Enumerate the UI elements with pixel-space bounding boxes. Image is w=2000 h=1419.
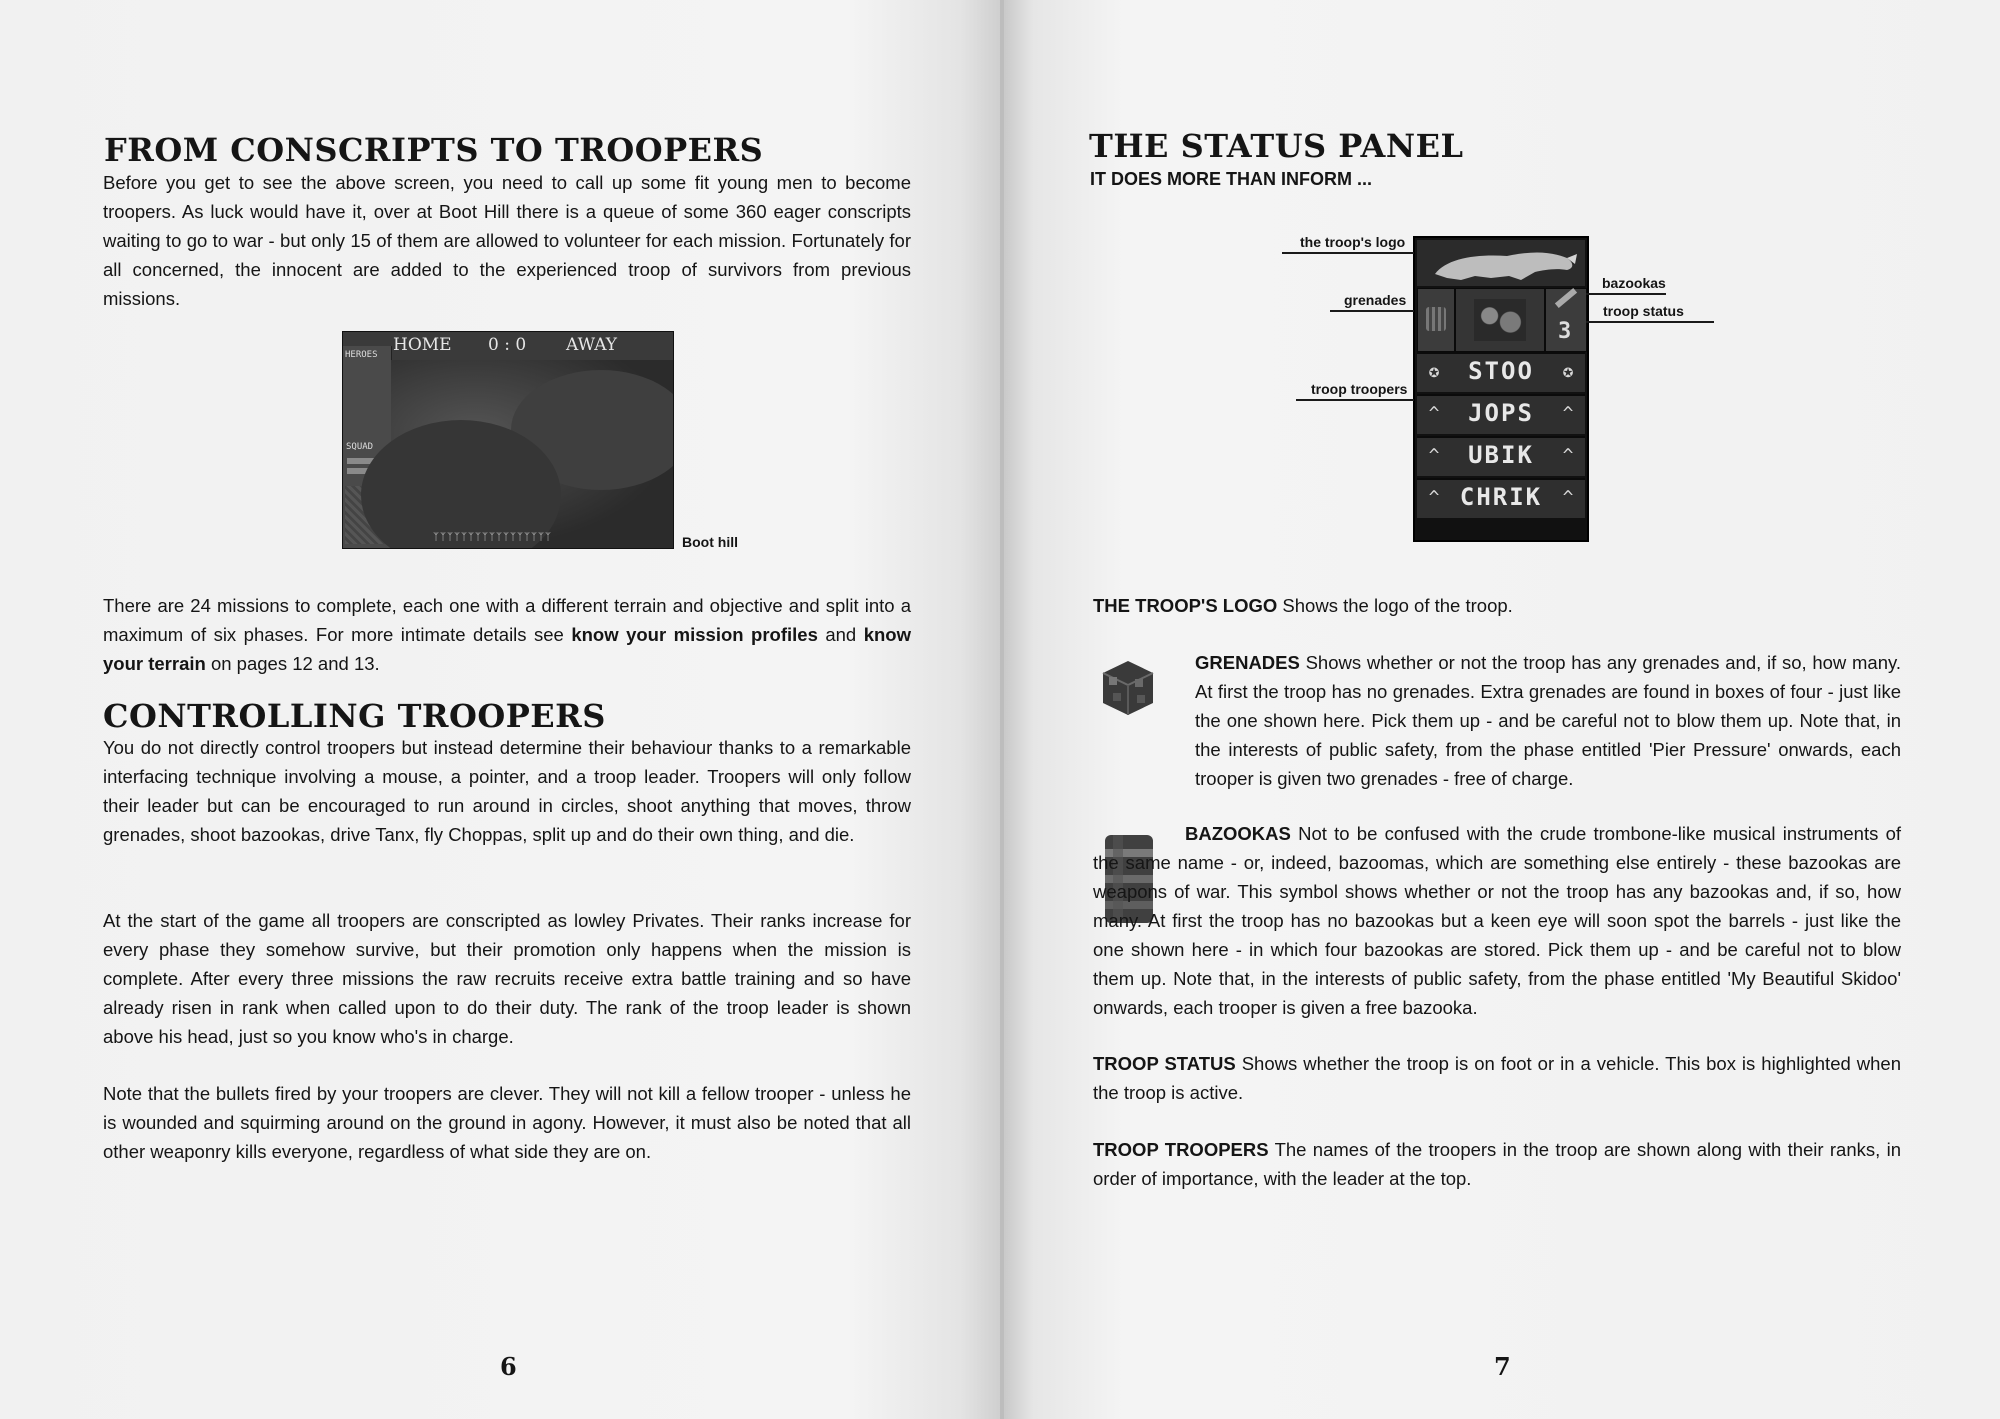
term-troop-troopers: TROOP TROOPERS: [1093, 1139, 1269, 1160]
term-grenades: GRENADES: [1195, 652, 1300, 673]
bazooka-count: 3: [1558, 319, 1572, 344]
callout-line: [1296, 399, 1414, 401]
missions-text: and: [817, 624, 864, 645]
paragraph-ranks: At the start of the game all troopers are conscripted as lowley Privates. Their ranks increase for every phase they somehow survive, but their promotion only happens when the mission is complete. After every three missions the raw recruits receive extra battle training and so have already risen in rank when called upon to do their duty. The rank of the troop leader is shown above his head, just so you know who's in charge.: [103, 910, 911, 1047]
paragraph-bullets: Note that the bullets fired by your troopers are clever. They will not kill a fellow trooper - unless he is wounded and squirming around on the ground in agony. However, it must also be noted that all other weaponry kills everyone, regardless of what side they are on.: [103, 1083, 911, 1162]
term-bazookas: BAZOOKAS: [1185, 823, 1291, 844]
callout-line: [1330, 310, 1414, 312]
paragraph-troop-status: [1093, 1049, 1901, 1107]
troop-troopers-text: The names of the troopers in the troop are shown along with their ranks, in order of importance, with the leader at the top.: [1093, 1139, 1901, 1189]
terrain-view: [391, 360, 673, 548]
rank-badge-icon: ✪: [1562, 361, 1574, 382]
term-troop-status: TROOP STATUS: [1093, 1053, 1236, 1074]
rank-chevron-icon: ^: [1562, 445, 1574, 466]
term-troop-logo: THE TROOP'S LOGO: [1093, 595, 1278, 616]
paragraph-bazookas: [1093, 819, 1901, 1022]
page-number-right: 7: [1494, 1352, 1511, 1381]
troop-status-text: Shows whether the troop is on foot or in a vehicle. This box is highlighted when the troop is active.: [1093, 1053, 1901, 1103]
home-label: HOME: [393, 335, 452, 355]
rank-chevron-icon: ^: [1562, 403, 1574, 424]
callout-grenades: grenades: [1344, 292, 1407, 308]
trooper-row: [1417, 436, 1585, 476]
page-number-left: 6: [500, 1352, 517, 1381]
rank-badge-icon: ✪: [1428, 361, 1440, 382]
subheading-inform: IT DOES MORE THAN INFORM ...: [1090, 169, 1372, 189]
troopers-figure-icon: [1474, 299, 1526, 341]
bazooka-icon: [1555, 288, 1577, 308]
heading-controlling: CONTROLLING TROOPERS: [103, 697, 606, 735]
callout-line: [1586, 321, 1714, 323]
grenade-icon: [1426, 307, 1446, 331]
troop-status-cell: [1455, 288, 1545, 352]
trooper-name: STOO: [1468, 357, 1534, 385]
bazookas-text: Not to be confused with the crude trombone-like musical instruments of the same name - or, indeed, bazoomas, which are something else entirely - these bazookas are weapons of war. This symbol shows whether or not the troop has any bazookas and, if so, how many. At first the troop has no bazookas but a keen eye will soon spot the barrels - just like the one shown here - in which four bazookas are stored. Pick them up - and be careful not to blow them up. Note that, in the interests of public safety, from the phase entitled 'My Beautiful Skidoo' onwards, each trooper is given a free bazooka.: [1093, 823, 1901, 1018]
paragraph-missions: [103, 591, 911, 678]
bazookas-cell: [1545, 288, 1587, 352]
callout-troop-status: troop status: [1603, 303, 1684, 319]
paragraph-grenades: [1195, 648, 1901, 793]
paragraph-troop-logo: [1093, 591, 1901, 620]
paragraph-troop-troopers: [1093, 1135, 1901, 1193]
rank-chevron-icon: ^: [1428, 403, 1440, 424]
status-panel-illustration: [1413, 236, 1589, 542]
callout-bazookas: bazookas: [1602, 275, 1666, 291]
grenades-text: Shows whether or not the troop has any grenades and, if so, how many. At first the troop has no grenades. Extra grenades are found in boxes of four - just like the one shown here. Pick them up - and be careful not to blow them up. Note that, in the interests of public safety, from the phase entitled 'Pier Pressure' onwards, each trooper is given two grenades - free of charge.: [1195, 652, 1901, 789]
grenades-cell: [1417, 288, 1455, 352]
troop-logo-panther: [1417, 240, 1585, 286]
conscript-queue: ᛉᛉᛉᛉᛉᛉᛉᛉᛉᛉᛉᛉᛉᛉᛉᛉᛉ: [433, 532, 552, 543]
paragraph-conscripts: Before you get to see the above screen, you need to call up some fit young men to become troopers. As luck would have it, over at Boot Hill there is a queue of some 360 eager conscripts waiting to go to war - but only 15 of them are allowed to volunteer for each mission. Fortunately for all concerned, the innocent are added to the experienced troop of survivors from previous missions.: [103, 172, 911, 309]
trooper-row: [1417, 478, 1585, 518]
rank-chevron-icon: ^: [1562, 487, 1574, 508]
terrain-ref: know your terrain: [103, 624, 911, 674]
callout-line: [1586, 293, 1666, 295]
missions-text: There are 24 missions to complete, each one with a different terrain and objective and split into a maximum of six phases. For more intimate details see: [103, 595, 911, 645]
callout-line: [1282, 252, 1414, 254]
screenshot-caption: Boot hill: [682, 534, 738, 550]
grenade-box-icon: [1097, 659, 1133, 721]
away-label: AWAY: [566, 335, 618, 355]
squad-label: SQUAD: [346, 442, 374, 452]
trooper-row: [1417, 394, 1585, 434]
score-readout: 0 : 0: [488, 335, 527, 355]
paragraph-controlling: You do not directly control troopers but instead determine their behaviour thanks to a remarkable interfacing technique involving a mouse, a pointer, and a troop leader. Troopers will only follow their leader but can be encouraged to run around in circles, shoot anything that moves, throw grenades, shoot bazookas, drive Tanx, fly Choppas, split up and do their own thing, and die.: [103, 737, 911, 845]
trooper-name: CHRIK: [1459, 483, 1543, 511]
trooper-name: JOPS: [1468, 399, 1534, 427]
mission-profiles-ref: know your mission profiles: [571, 624, 818, 645]
rank-chevron-icon: ^: [1428, 445, 1440, 466]
troop-logo-text: Shows the logo of the troop.: [1277, 595, 1513, 616]
trooper-row: [1417, 352, 1585, 392]
heroes-label: HEROES: [345, 350, 378, 360]
missions-text: on pages 12 and 13.: [205, 653, 380, 674]
heading-conscripts: FROM CONSCRIPTS TO TROOPERS: [104, 131, 764, 169]
heading-status-panel: THE STATUS PANEL: [1089, 127, 1464, 165]
callout-troop-troopers: troop troopers: [1311, 381, 1408, 397]
trooper-name: UBIK: [1468, 441, 1534, 469]
callout-troop-logo: the troop's logo: [1300, 234, 1406, 250]
rank-chevron-icon: ^: [1428, 487, 1440, 508]
boot-hill-screenshot: [342, 331, 674, 549]
